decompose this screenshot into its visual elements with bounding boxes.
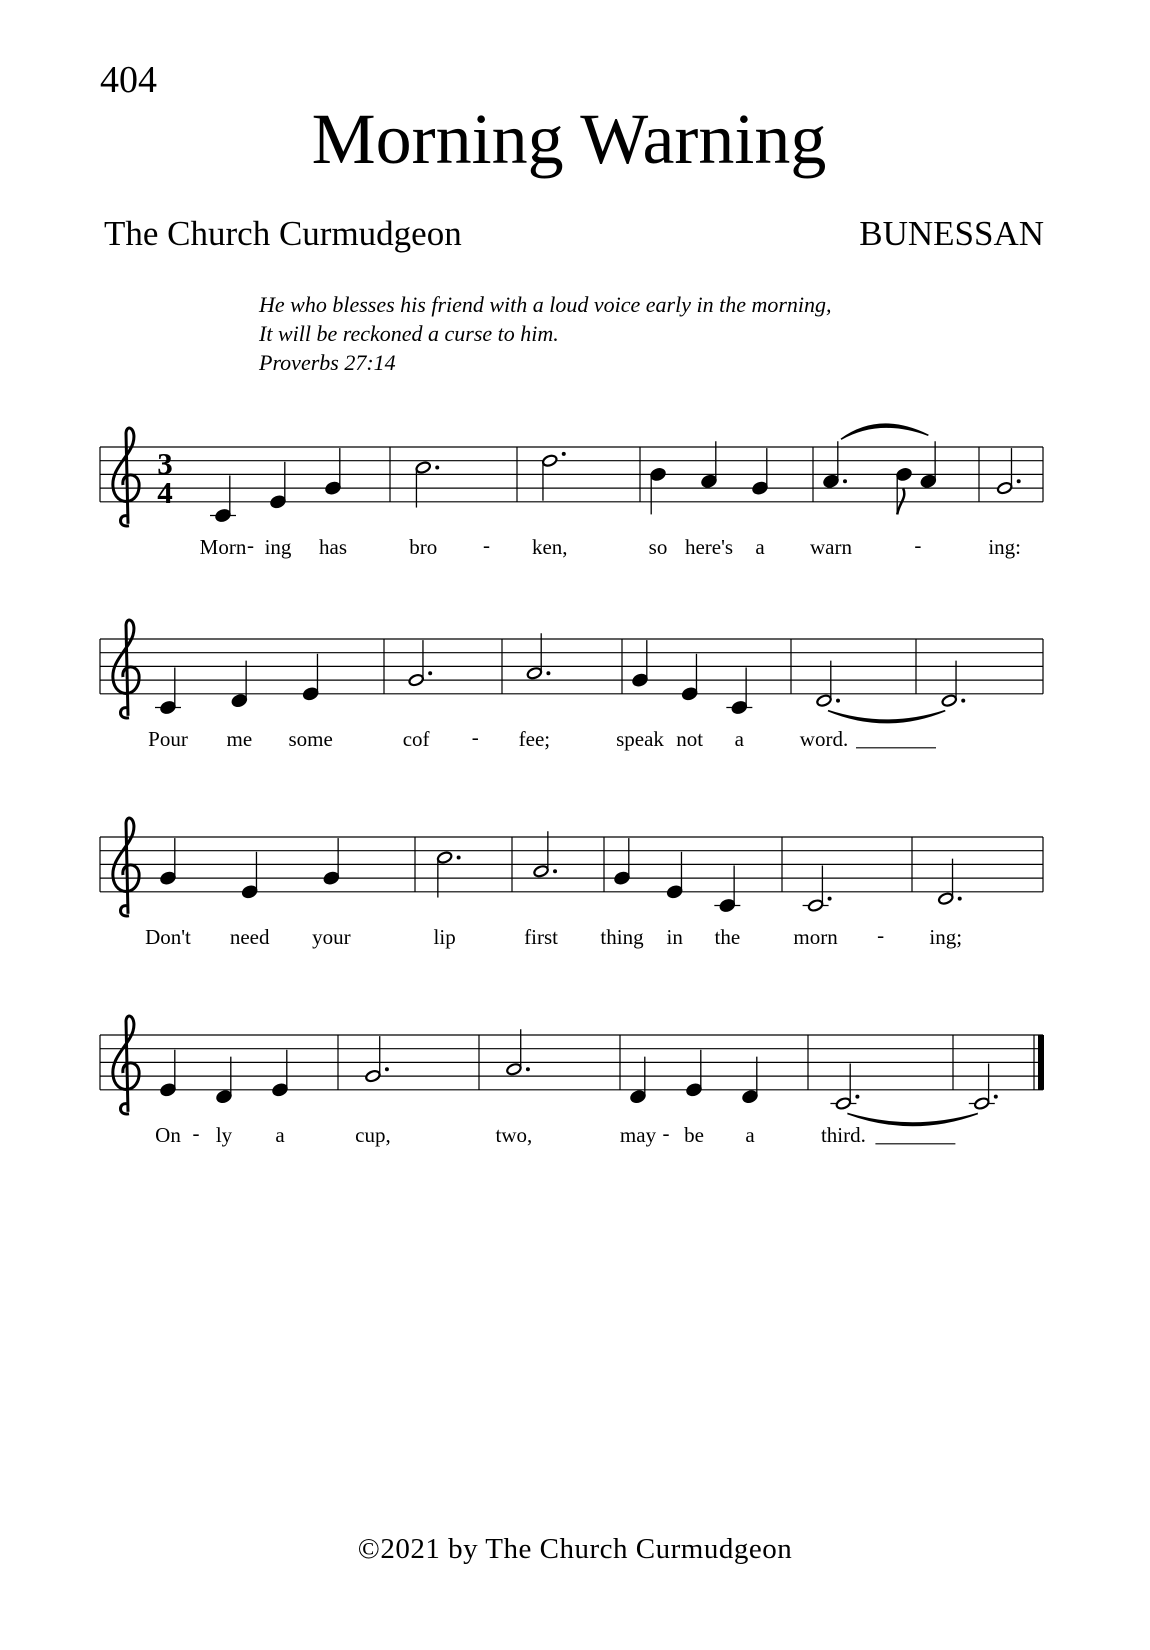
final-barline <box>1038 1035 1044 1090</box>
lyric-hyphen: - <box>471 724 479 749</box>
tune-name: BUNESSAN <box>859 214 1044 253</box>
lyric-syllable: cup, <box>355 1122 391 1147</box>
augmentation-dot <box>961 699 965 703</box>
half-note <box>365 1069 381 1083</box>
tie <box>847 1114 977 1126</box>
lyric-syllable: your <box>312 924 351 949</box>
augmentation-dot <box>435 466 439 470</box>
half-note <box>526 666 542 680</box>
half-note <box>542 454 558 468</box>
lyric-syllable: ken, <box>531 534 568 559</box>
lyric-syllable: in <box>666 924 683 949</box>
lyric-syllable: so <box>648 534 668 559</box>
half-note <box>415 461 431 475</box>
augmentation-dot <box>958 897 962 901</box>
lyric-syllable: a <box>755 534 765 559</box>
lyric-syllable: bro <box>409 534 438 559</box>
lyric-syllable: two, <box>495 1122 533 1147</box>
lyric-syllable: On <box>155 1122 181 1147</box>
half-note <box>506 1062 522 1076</box>
lyric-syllable: morn <box>793 924 838 949</box>
lyric-syllable: ing; <box>929 924 963 949</box>
treble-clef-icon <box>113 428 139 526</box>
half-note <box>533 864 549 878</box>
tie <box>828 711 945 723</box>
half-note <box>938 892 954 906</box>
time-signature-bottom: 4 <box>157 474 173 510</box>
half-note <box>835 1097 851 1111</box>
author: The Church Curmudgeon <box>104 214 462 253</box>
hymn-number: 404 <box>100 59 157 101</box>
lyric-syllable: me <box>226 726 253 751</box>
treble-clef-icon <box>113 818 139 916</box>
epigraph-line: He who blesses his friend with a loud voice early in the morning, <box>259 292 832 317</box>
half-note <box>816 694 832 708</box>
augmentation-dot <box>385 1067 389 1071</box>
augmentation-dot <box>457 856 461 860</box>
lyric-syllable: Morn <box>199 534 247 559</box>
half-note <box>436 851 452 865</box>
lyric-syllable: Pour <box>148 726 188 751</box>
augmentation-dot <box>828 897 832 901</box>
augmentation-dot <box>855 1095 859 1099</box>
lyric-syllable: a <box>745 1122 755 1147</box>
lyric-syllable: a <box>275 1122 285 1147</box>
lyric-syllable: need <box>229 924 270 949</box>
copyright: ©2021 by The Church Curmudgeon <box>357 1533 793 1565</box>
half-note <box>807 899 823 913</box>
lyric-syllable: Don't <box>145 924 191 949</box>
lyric-syllable: warn <box>810 534 852 559</box>
lyric-syllable: some <box>288 726 333 751</box>
augmentation-dot <box>553 869 557 873</box>
lyric-syllable: the <box>714 924 741 949</box>
lyric-syllable: word. <box>799 726 849 751</box>
augmentation-dot <box>526 1067 530 1071</box>
lyric-hyphen: - <box>247 532 254 557</box>
epigraph-line: It will be reckoned a curse to him. <box>259 321 559 346</box>
time-signature-top: 3 <box>157 446 173 481</box>
lyric-syllable: lip <box>433 924 456 949</box>
half-note <box>941 694 957 708</box>
slur <box>841 424 928 439</box>
lyric-syllable: be <box>684 1122 704 1147</box>
lyric-syllable: ing: <box>988 534 1022 559</box>
half-note <box>997 481 1013 495</box>
lyric-syllable: a <box>734 726 744 751</box>
lyric-syllable: ing <box>264 534 292 559</box>
page-title: Morning Warning <box>311 99 827 179</box>
treble-clef-icon <box>113 1016 139 1114</box>
augmentation-dot <box>836 699 840 703</box>
augmentation-dot <box>562 452 566 456</box>
lyric-syllable: speak <box>616 726 664 751</box>
augmentation-dot <box>428 671 432 675</box>
lyric-hyphen: - <box>483 532 490 557</box>
augmentation-dot <box>994 1095 998 1099</box>
lyric-syllable: thing <box>600 924 644 949</box>
lyric-syllable: cof <box>402 726 430 751</box>
lyric-hyphen: - <box>877 922 885 947</box>
lyric-syllable: has <box>319 534 347 559</box>
lyric-syllable: first <box>524 924 558 949</box>
augmentation-dot <box>546 671 550 675</box>
lyric-syllable: here's <box>684 534 734 559</box>
lyric-syllable: fee; <box>518 726 551 751</box>
lyric-syllable: ly <box>215 1122 233 1147</box>
augmentation-dot <box>1017 479 1021 483</box>
lyric-hyphen: - <box>192 1120 200 1145</box>
half-note <box>974 1097 990 1111</box>
epigraph-reference: Proverbs 27:14 <box>259 350 396 375</box>
lyric-hyphen: - <box>662 1120 670 1145</box>
augmentation-dot <box>843 479 847 483</box>
lyric-hyphen: - <box>914 532 922 557</box>
treble-clef-icon <box>113 620 139 718</box>
lyric-syllable: not <box>676 726 704 751</box>
half-note <box>408 673 424 687</box>
lyric-syllable: third. <box>820 1122 866 1147</box>
lyric-syllable: may <box>619 1122 657 1147</box>
